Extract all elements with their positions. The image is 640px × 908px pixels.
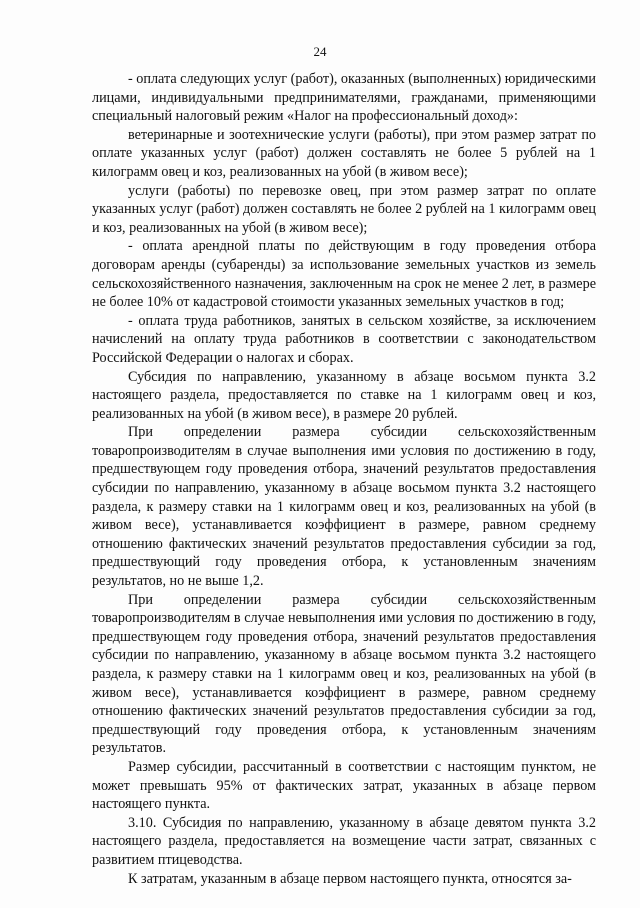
paragraph-veterinary-services: ветеринарные и зоотехнические услуги (работы), при этом размер затрат по оплате указанных услуг (работ) должен составлять не более 5 рублей на 1 килограмм овец и коз, реализованных на убой (в живом весе); xyxy=(92,126,596,180)
document-body xyxy=(92,70,596,888)
paragraph-transport-services: услуги (работы) по перевозке овец, при этом размер затрат по оплате указанных услуг (работ) должен составлять не более 2 рублей на 1 килограмм овец и коз, реализованных на убой (в живом весе); xyxy=(92,182,596,236)
page-number: 24 xyxy=(313,44,327,59)
paragraph-land-rent: - оплата арендной платы по действующим в году проведения отбора договорам аренды (субаренды) за использование земельных участков из земель сельскохозяйственного назначения, заключенным на срок не менее 2 лет, в размере не более 10% от кадастровой стоимости указанных земельных участков в год; xyxy=(92,238,596,311)
paragraph-subsidy-cap: Размер субсидии, рассчитанный в соответствии с настоящим пунктом, не может превышать 95% от фактических затрат, указанных в абзаце первом настоящего пункта. xyxy=(92,758,596,813)
paragraph-services-list-intro: - оплата следующих услуг (работ), оказанных (выполненных) юридическими лицами, индивидуальными предпринимателями, гражданами, применяющими специальный налоговый режим «Налог на профессиональный доход»: xyxy=(92,71,596,125)
paragraph-labor-pay: - оплата труда работников, занятых в сельском хозяйстве, за исключением начислений на оплату труда работников в соответствии с законодательством Российской Федерации о налогах и сборах. xyxy=(92,312,596,366)
paragraph-coefficient-fulfilled: При определении размера субсидии сельскохозяйственным товаропроизводителям в случае выполнения ими условия по достижению в году, предшествующем году проведения отбора, значений результатов предоставления субсидии по направлению, указанному в абзаце восьмом пункта 3.2 настоящего раздела, к размеру ставки на 1 килограмм овец и коз, реализованных на убой (в живом весе), устанавливается коэффициент в размере, равном среднему отношению фактических значений результатов предоставления субсидии за год, предшествующий году проведения отбора, к установленным значениям результатов, но не выше 1,2. xyxy=(92,424,596,590)
paragraph-costs-start: К затратам, указанным в абзаце первом настоящего пункта, относятся за- xyxy=(128,870,572,887)
paragraph-section-3-10: 3.10. Субсидия по направлению, указанному в абзаце девятом пункта 3.2 настоящего раздела, предоставляется на возмещение части затрат, связанных с развитием птицеводства. xyxy=(92,814,596,868)
paragraph-subsidy-rate: Субсидия по направлению, указанному в абзаце восьмом пункта 3.2 настоящего раздела, предоставляется по ставке на 1 килограмм овец и коз, реализованных на убой (в живом весе), в размере 20 рублей. xyxy=(92,368,596,422)
paragraph-coefficient-unfulfilled: При определении размера субсидии сельскохозяйственным товаропроизводителям в случае невыполнения ими условия по достижению в году, предшествующем году проведения отбора, значений результатов предоставления субсидии по направлению, указанному в абзаце восьмом пункта 3.2 настоящего раздела, к размеру ставки на 1 килограмм овец и коз, реализованных на убой (в живом весе), устанавливается коэффициент в размере, равном среднему отношению фактических значений результатов предоставления субсидии за год, предшествующий году проведения отбора, к установленным значениям результатов. xyxy=(92,591,596,757)
